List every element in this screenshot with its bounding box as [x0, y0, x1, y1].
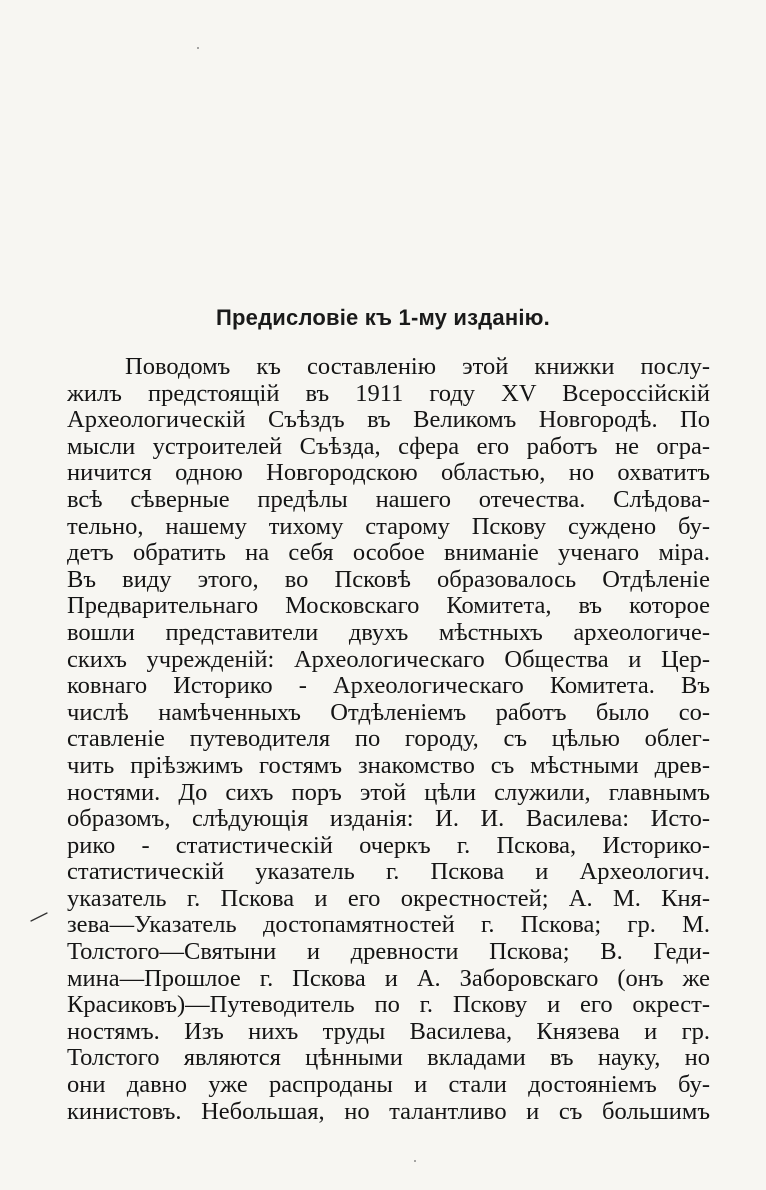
text-line: жилъ предстоящій въ 1911 году XV Всероссійскій — [67, 380, 710, 407]
text-line: ничится одною Новгородскою областью, но охватитъ — [67, 460, 710, 487]
paper-speck — [414, 1160, 416, 1162]
text-line: зева—Указатель достопамятностей г. Пскова; гр. М. — [67, 912, 710, 939]
text-line: вошли представители двухъ мѣстныхъ археологиче- — [67, 619, 710, 646]
text-line: кинистовъ. Небольшая, но талантливо и съ большимъ — [67, 1098, 710, 1125]
text-line: статистическій указатель г. Пскова и Археологич. — [67, 859, 710, 886]
text-line: Археологическій Съѣздъ въ Великомъ Новгородѣ. По — [67, 407, 710, 434]
text-line: всѣ сѣверные предѣлы нашего отечества. Слѣдова- — [67, 486, 710, 513]
text-line: скихъ учрежденій: Археологическаго Общества и Цер- — [67, 646, 710, 673]
text-line: ностями. До сихъ поръ этой цѣли служили, главнымъ — [67, 779, 710, 806]
text-line: они давно уже распроданы и стали достояніемъ бу- — [67, 1072, 710, 1099]
text-line: ковнаго Историко - Археологическаго Комитета. Въ — [67, 673, 710, 700]
preface-heading: Предисловіе къ 1-му изданію. — [216, 305, 550, 330]
text-line: Поводомъ къ составленію этой книжки послу- — [125, 354, 710, 380]
text-line: чить пріѣзжимъ гостямъ знакомство съ мѣстными древ- — [67, 752, 710, 779]
text-line: образомъ, слѣдующія изданія: И. И. Василева: Исто- — [67, 806, 710, 833]
text-line: мина—Прошлое г. Пскова и А. Заборовскаго (онъ же — [67, 965, 710, 992]
text-line: Красиковъ)—Путеводитель по г. Пскову и его окрест- — [67, 992, 710, 1019]
text-line: числѣ намѣченныхъ Отдѣленіемъ работъ было со- — [67, 699, 710, 726]
text-line: мысли устроителей Съѣзда, сфера его работъ не огра- — [67, 433, 710, 460]
margin-pencil-mark — [30, 912, 48, 922]
text-line: ностямъ. Изъ нихъ труды Василева, Князева и гр. — [67, 1018, 710, 1045]
text-line: Въ виду этого, во Псковѣ образовалось Отдѣленіе — [67, 566, 710, 593]
text-line: Толстого—Святыни и древности Пскова; В. Геди- — [67, 939, 710, 966]
text-line: указатель г. Пскова и его окрестностей; А. М. Кня- — [67, 885, 710, 912]
text-line: рико - статистическій очеркъ г. Пскова, Историко- — [67, 832, 710, 859]
text-line: тельно, нашему тихому старому Пскову суждено бу- — [67, 513, 710, 540]
text-line: детъ обратить на себя особое вниманіе ученаго міра. — [67, 540, 710, 567]
text-line: Толстого являются цѣнными вкладами въ науку, но — [67, 1045, 710, 1072]
text-line: ставленіе путеводителя по городу, съ цѣлью облег- — [67, 726, 710, 753]
preface-body — [67, 354, 710, 1125]
paper-speck — [197, 47, 199, 49]
text-line: Предварительнаго Московскаго Комитета, въ которое — [67, 593, 710, 620]
